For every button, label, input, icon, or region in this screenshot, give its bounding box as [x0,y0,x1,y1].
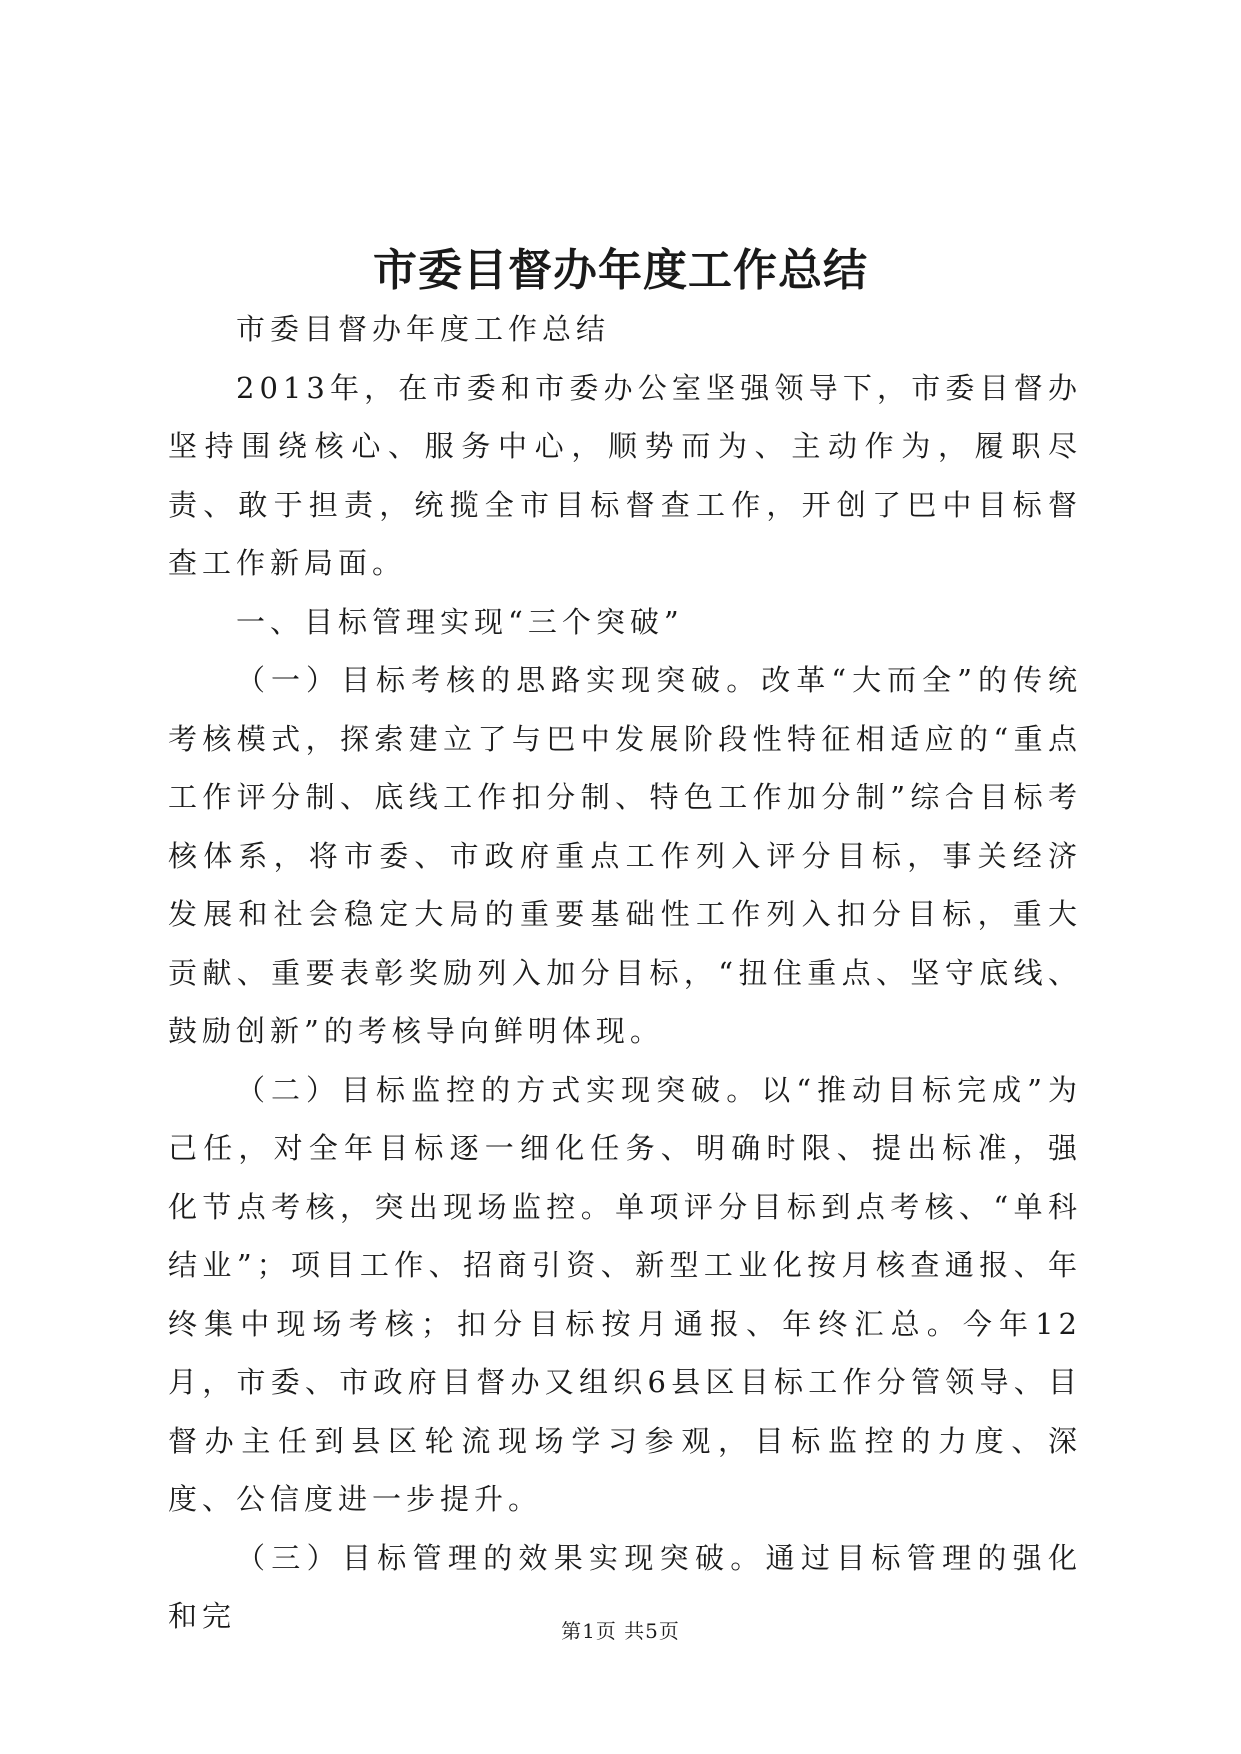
document-body [168,300,1082,1646]
document-title: 市委目督办年度工作总结 [373,245,868,297]
page-footer: 第1页 共5页 [561,1619,680,1643]
paragraph-intro: 2013年，在市委和市委办公室坚强领导下，市委目督办坚持围绕核心、服务中心，顺势而为、主动作为，履职尽责、敢于担责，统揽全市目标督查工作，开创了巴中目标督查工作新局面。 [168,370,1082,580]
paragraph-breakthrough-3: （三）目标管理的效果实现突破。通过目标管理的强化和完 [168,1540,1082,1633]
paragraph-breakthrough-2: （二）目标监控的方式实现突破。以“推动目标完成”为己任，对全年目标逐一细化任务、明确时限、提出标准，强化节点考核，突出现场监控。单项评分目标到点考核、“单科结业”；项目工作、招商引资、新型工业化按月核查通报、年终集中现场考核；扣分目标按月通报、年终汇总。今年12月，市委、市政府目督办又组织6县区目标工作分管领导、目督办主任到县区轮流现场学习参观，目标监控的力度、深度、公信度进一步提升。 [168,1072,1082,1516]
paragraph-subtitle: 市委目督办年度工作总结 [236,312,611,346]
section-heading: 一、目标管理实现“三个突破” [236,604,684,639]
paragraph-breakthrough-1: （一）目标考核的思路实现突破。改革“大而全”的传统考核模式，探索建立了与巴中发展阶段性特征相适应的“重点工作评分制、底线工作扣分制、特色工作加分制”综合目标考核体系，将市委、市政府重点工作列入评分目标，事关经济发展和社会稳定大局的重要基础性工作列入扣分目标，重大贡献、重要表彰奖励列入加分目标，“扭住重点、坚守底线、鼓励创新”的考核导向鲜明体现。 [168,663,1082,1048]
